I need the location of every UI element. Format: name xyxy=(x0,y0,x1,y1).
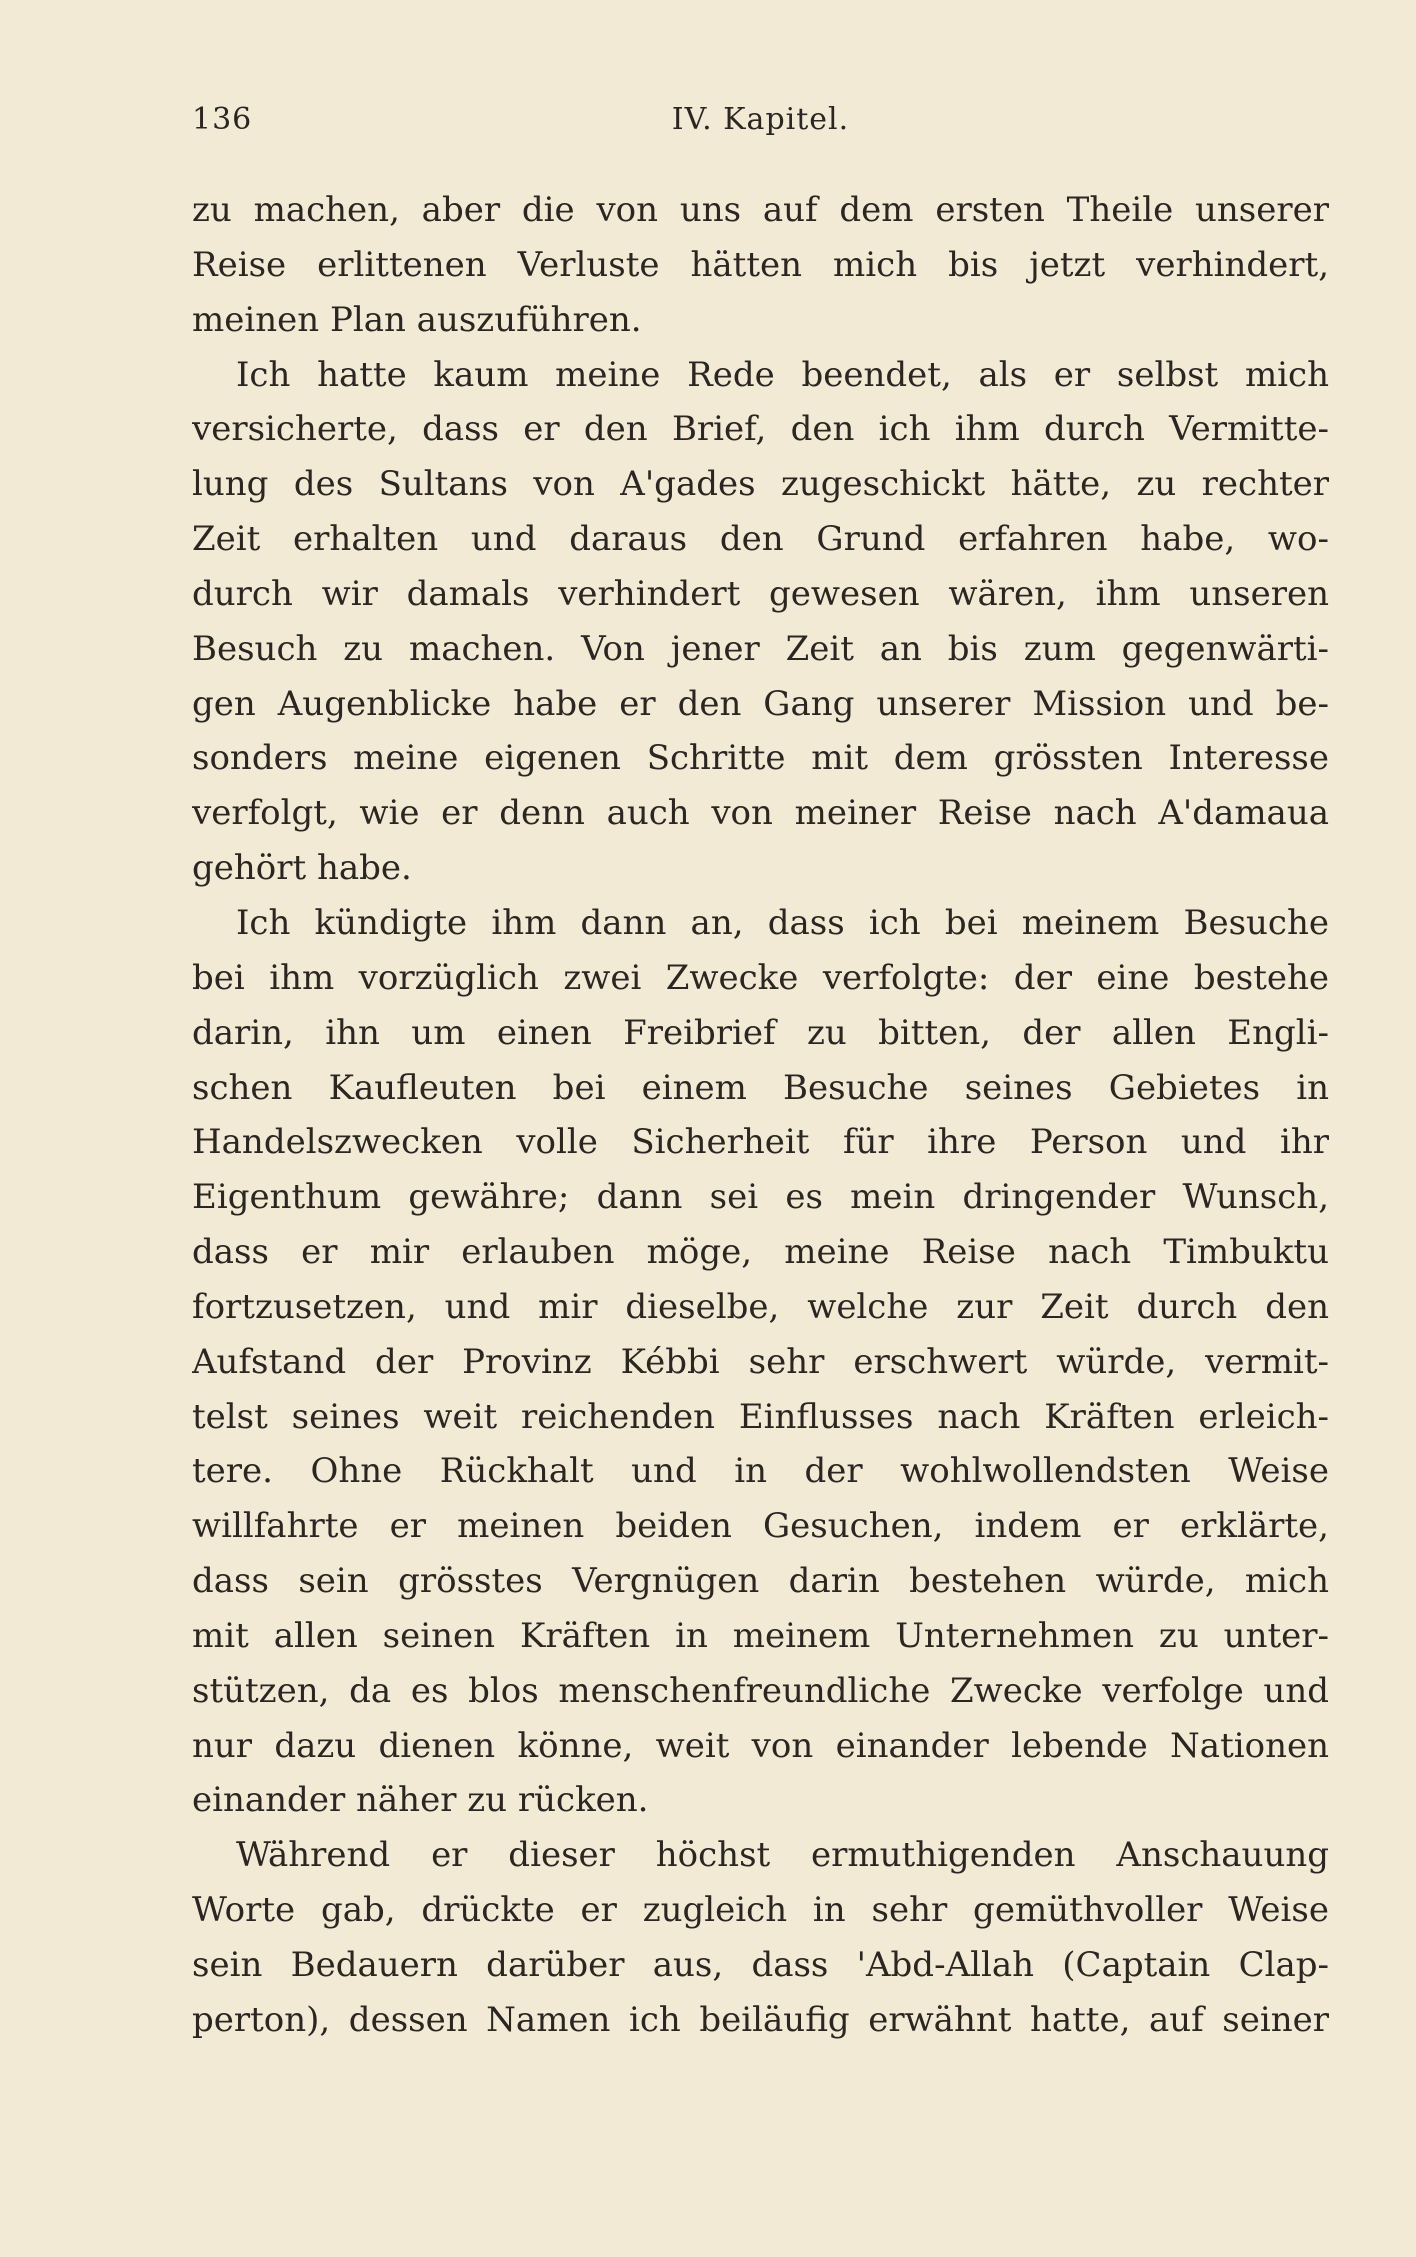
text-line: Eigenthum gewähre; dann sei es mein dringender Wunsch, xyxy=(192,1177,1329,1218)
text-line: dass er mir erlauben möge, meine Reise nach Timbuktu xyxy=(192,1232,1329,1273)
text-line: willfahrte er meinen beiden Gesuchen, indem er erklärte, xyxy=(192,1506,1329,1547)
text-line: Aufstand der Provinz Kébbi sehr erschwert würde, vermit- xyxy=(192,1341,1329,1382)
chapter-title: IV. Kapitel. xyxy=(671,102,850,137)
text-line: zu machen, aber die von uns auf dem ersten Theile unserer xyxy=(192,190,1329,230)
text-line: sonders meine eigenen Schritte mit dem grössten Interesse xyxy=(192,738,1329,779)
text-line: gen Augenblicke habe er den Gang unserer Mission und be- xyxy=(192,683,1329,724)
text-line: verfolgt, wie er denn auch von meiner Reise nach A'damaua xyxy=(192,793,1329,834)
body-text xyxy=(192,183,1329,2048)
text-line: Handelszwecken volle Sicherheit für ihre Person und ihr xyxy=(192,1122,1329,1163)
text-line: Ich hatte kaum meine Rede beendet, als er selbst mich xyxy=(236,354,1329,395)
text-line: meinen Plan auszuführen. xyxy=(192,299,642,340)
text-line: versicherte, dass er den Brief, den ich ihm durch Vermitte- xyxy=(192,409,1329,450)
text-line: Reise erlittenen Verluste hätten mich bis jetzt verhindert, xyxy=(192,244,1329,285)
text-line: dass sein grösstes Vergnügen darin bestehen würde, mich xyxy=(192,1561,1329,1602)
text-line: Während er dieser höchst ermuthigenden Anschauung xyxy=(236,1835,1329,1876)
text-line: bei ihm vorzüglich zwei Zwecke verfolgte: der eine bestehe xyxy=(192,957,1329,998)
text-line: nur dazu dienen könne, weit von einander lebende Nationen xyxy=(192,1725,1329,1766)
text-line: tere. Ohne Rückhalt und in der wohlwollendsten Weise xyxy=(192,1451,1329,1492)
running-header xyxy=(192,102,1329,152)
text-line: perton), dessen Namen ich beiläufig erwähnt hatte, auf seiner xyxy=(192,1999,1329,2040)
text-line: telst seines weit reichenden Einflusses nach Kräften erleich- xyxy=(192,1396,1329,1437)
text-line: stützen, da es blos menschenfreundliche Zwecke verfolge und xyxy=(192,1670,1329,1711)
text-line: darin, ihn um einen Freibrief zu bitten, der allen Engli- xyxy=(192,1012,1329,1053)
page-number: 136 xyxy=(192,102,253,137)
text-line: gehört habe. xyxy=(192,848,412,889)
text-line: Worte gab, drückte er zugleich in sehr gemüthvoller Weise xyxy=(192,1890,1329,1931)
text-line: fortzusetzen, und mir dieselbe, welche zur Zeit durch den xyxy=(192,1286,1329,1327)
text-line: sein Bedauern darüber aus, dass 'Abd-Allah (Captain Clap- xyxy=(192,1945,1329,1985)
text-line: mit allen seinen Kräften in meinem Unternehmen zu unter- xyxy=(192,1615,1329,1656)
text-line: durch wir damals verhindert gewesen wären, ihm unseren xyxy=(192,573,1329,614)
text-line: schen Kaufleuten bei einem Besuche seines Gebietes in xyxy=(192,1067,1329,1108)
text-line: Zeit erhalten und daraus den Grund erfahren habe, wo- xyxy=(192,519,1329,560)
text-line: Besuch zu machen. Von jener Zeit an bis zum gegenwärti- xyxy=(192,628,1329,669)
text-line: einander näher zu rücken. xyxy=(192,1780,649,1821)
text-line: lung des Sultans von A'gades zugeschickt hätte, zu rechter xyxy=(192,464,1329,505)
text-line: Ich kündigte ihm dann an, dass ich bei meinem Besuche xyxy=(236,902,1329,943)
